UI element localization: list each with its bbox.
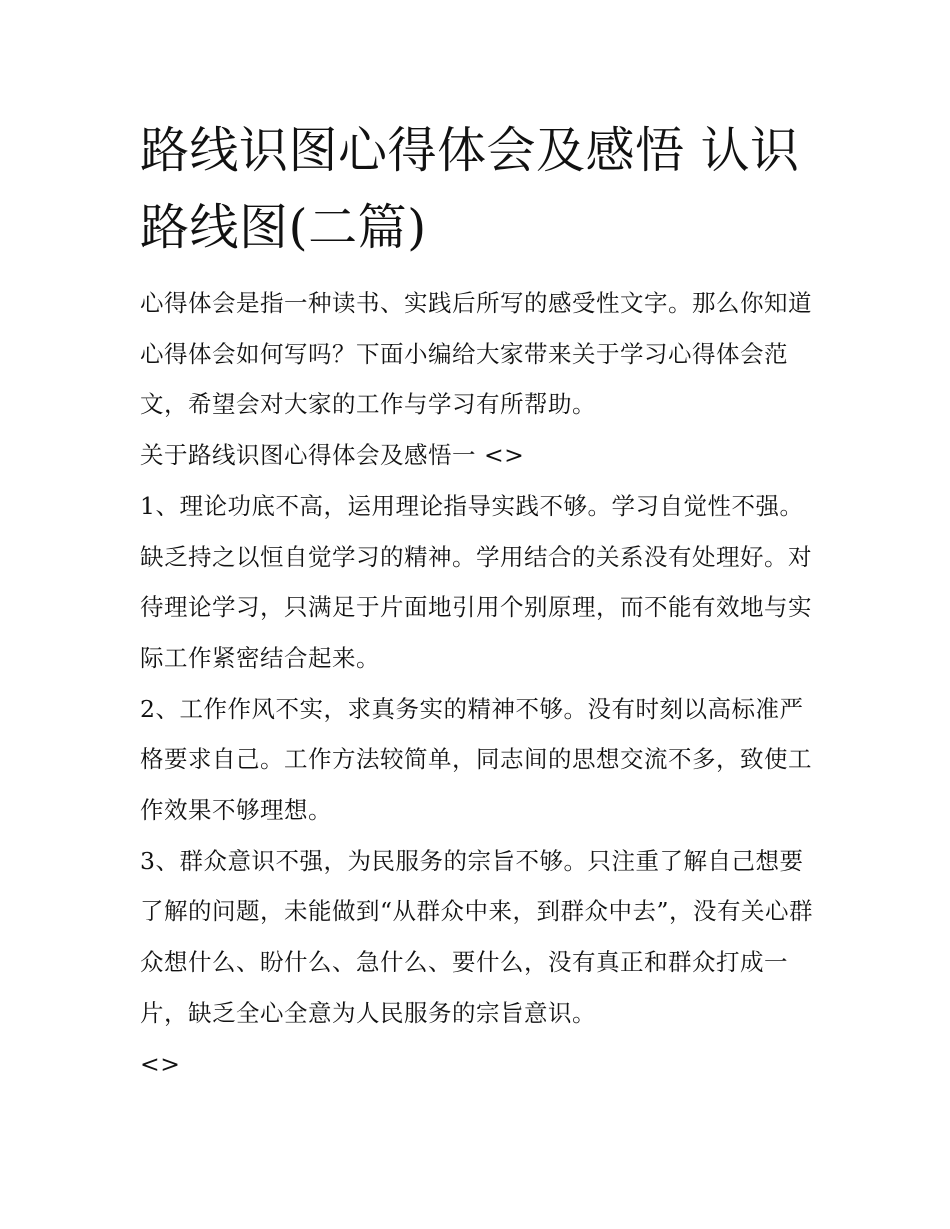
point-3-paragraph: 3、群众意识不强，为民服务的宗旨不够。只注重了解自己想要了解的问题，未能做到“从群众中来，到群众中去”，没有关心群众想什么、盼什么、急什么、要什么，没有真正和群众打成一片，缺乏全心全意为人民服务的宗旨意识。 bbox=[140, 846, 814, 1027]
intro-paragraph: 心得体会是指一种读书、实践后所写的感受性文字。那么你知道心得体会如何写吗？下面小编给大家带来关于学习心得体会范文，希望会对大家的工作与学习有所帮助。 bbox=[140, 289, 812, 419]
document-body bbox=[140, 112, 820, 1089]
trailing-marker: <> bbox=[140, 1049, 181, 1078]
point-1-paragraph: 1、理论功底不高，运用理论指导实践不够。学习自觉性不强。缺乏持之以恒自觉学习的精神。学用结合的关系没有处理好。对待理论学习，只满足于片面地引用个别原理，而不能有效地与实际工作紧密结合起来。 bbox=[140, 491, 812, 672]
section-heading: 关于路线识图心得体会及感悟一 <> bbox=[140, 441, 525, 470]
document-title: 路线识图心得体会及感悟 认识路线图(二篇) bbox=[140, 122, 800, 256]
point-2-paragraph: 2、工作作风不实，求真务实的精神不够。没有时刻以高标准严格要求自己。工作方法较简单，同志间的思想交流不多，致使工作效果不够理想。 bbox=[140, 694, 812, 825]
